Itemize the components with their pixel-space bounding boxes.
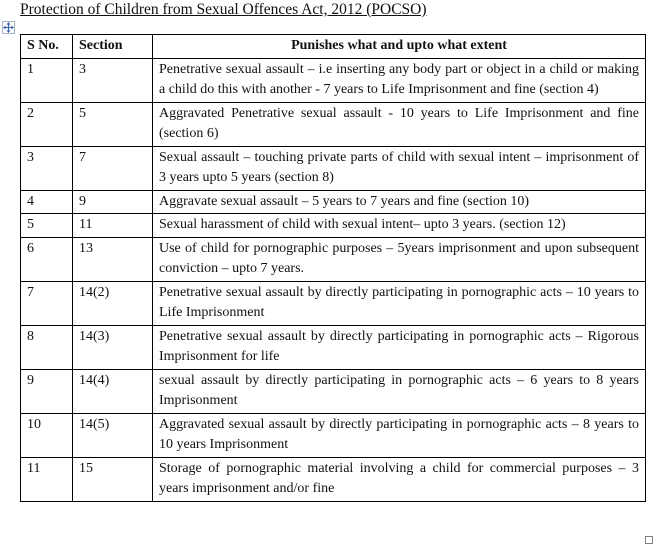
cell-description[interactable]: Sexual assault – touching private parts of child with sexual intent – imprisonment of 3 years upto 5 years (section 8)	[153, 146, 646, 190]
cell-description[interactable]: Aggravated sexual assault by directly participating in pornographic acts – 8 years to 10 years Imprisonment	[153, 413, 646, 457]
cell-sno[interactable]: 6	[21, 237, 73, 281]
cell-description[interactable]: Aggravate sexual assault – 5 years to 7 years and fine (section 10)	[153, 190, 646, 214]
move-arrows-icon	[3, 22, 14, 33]
cell-sno[interactable]: 7	[21, 281, 73, 325]
table-row	[21, 102, 646, 146]
cell-sno[interactable]: 4	[21, 190, 73, 214]
col-header-section[interactable]: Section	[73, 35, 153, 59]
cell-section[interactable]: 14(5)	[73, 413, 153, 457]
table-move-handle[interactable]	[2, 21, 15, 34]
cell-sno[interactable]: 9	[21, 369, 73, 413]
table-row	[21, 325, 646, 369]
col-header-punishment[interactable]: Punishes what and upto what extent	[153, 35, 646, 59]
cell-description[interactable]: Penetrative sexual assault – i.e inserting any body part or object in a child or making a child do this with another - 7 years to Life Imprisonment and fine (section 4)	[153, 58, 646, 102]
table-row	[21, 190, 646, 214]
table-row	[21, 58, 646, 102]
col-header-sno[interactable]: S No.	[21, 35, 73, 59]
document-title[interactable]: Protection of Children from Sexual Offences Act, 2012 (POCSO)	[20, 1, 427, 18]
table-row	[21, 369, 646, 413]
cell-section[interactable]: 14(4)	[73, 369, 153, 413]
cell-section[interactable]: 5	[73, 102, 153, 146]
cell-section[interactable]: 15	[73, 457, 153, 501]
cell-section[interactable]: 3	[73, 58, 153, 102]
cell-section[interactable]: 13	[73, 237, 153, 281]
table-resize-handle[interactable]	[645, 536, 653, 544]
table-row	[21, 237, 646, 281]
cell-description[interactable]: Aggravated Penetrative sexual assault - 10 years to Life Imprisonment and fine (section 6)	[153, 102, 646, 146]
cell-description[interactable]: Use of child for pornographic purposes – 5years imprisonment and upon subsequent conviction – upto 7 years.	[153, 237, 646, 281]
cell-section[interactable]: 11	[73, 214, 153, 238]
table-row	[21, 146, 646, 190]
table-row	[21, 281, 646, 325]
cell-sno[interactable]: 2	[21, 102, 73, 146]
table-row	[21, 413, 646, 457]
cell-sno[interactable]: 3	[21, 146, 73, 190]
table-header-row	[21, 35, 646, 59]
cell-sno[interactable]: 1	[21, 58, 73, 102]
table-row	[21, 457, 646, 501]
cell-description[interactable]: Penetrative sexual assault by directly participating in pornographic acts – Rigorous Imprisonment for life	[153, 325, 646, 369]
cell-description[interactable]: Penetrative sexual assault by directly participating in pornographic acts – 10 years to Life Imprisonment	[153, 281, 646, 325]
cell-section[interactable]: 9	[73, 190, 153, 214]
table-row	[21, 214, 646, 238]
cell-sno[interactable]: 11	[21, 457, 73, 501]
cell-section[interactable]: 14(3)	[73, 325, 153, 369]
cell-sno[interactable]: 8	[21, 325, 73, 369]
cell-description[interactable]: Storage of pornographic material involving a child for commercial purposes – 3 years imprisonment and/or fine	[153, 457, 646, 501]
cell-description[interactable]: sexual assault by directly participating in pornographic acts – 6 years to 8 years Imprisonment	[153, 369, 646, 413]
pocso-punishments-table	[20, 34, 646, 502]
cell-section[interactable]: 14(2)	[73, 281, 153, 325]
cell-description[interactable]: Sexual harassment of child with sexual intent– upto 3 years. (section 12)	[153, 214, 646, 238]
cell-sno[interactable]: 5	[21, 214, 73, 238]
cell-section[interactable]: 7	[73, 146, 153, 190]
cell-sno[interactable]: 10	[21, 413, 73, 457]
